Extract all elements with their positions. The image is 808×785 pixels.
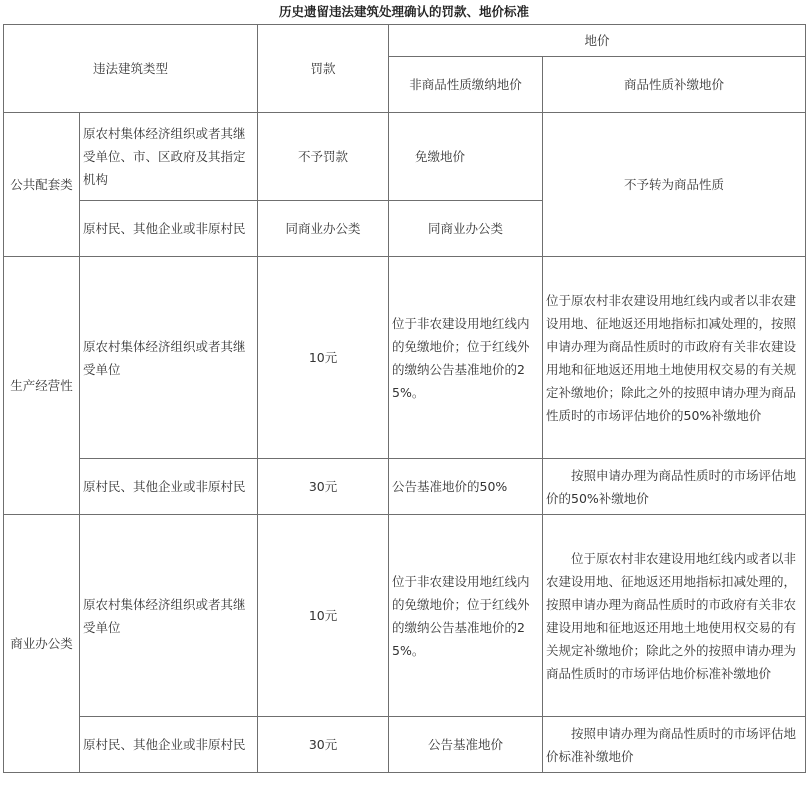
non-commercial-cell: 同商业办公类 xyxy=(389,201,543,257)
commercial-cell: 按照申请办理为商品性质时的市场评估地价标准补缴地价 xyxy=(543,717,806,773)
fine-cell: 10元 xyxy=(258,257,389,459)
non-commercial-cell: 公告基准地价 xyxy=(389,717,543,773)
header-type: 违法建筑类型 xyxy=(4,25,258,113)
commercial-cell: 按照申请办理为商品性质时的市场评估地价的50%补缴地价 xyxy=(543,459,806,515)
fine-cell: 10元 xyxy=(258,515,389,717)
commercial-cell-merged: 不予转为商品性质 xyxy=(543,113,806,257)
commercial-cell: 位于原农村非农建设用地红线内或者以非农建设用地、征地返还用地指标扣减处理的，按照申请办理为商品性质时的市政府有关非农建设用地和征地返还用地土地使用权交易的有关规定补缴地价；除此之外的按照申请办理为商品性质时的市场评估地价标准补缴地价 xyxy=(543,515,806,717)
non-commercial-cell: 位于非农建设用地红线内的免缴地价；位于红线外的缴纳公告基准地价的25%。 xyxy=(389,257,543,459)
header-fine: 罚款 xyxy=(258,25,389,113)
fine-cell: 30元 xyxy=(258,459,389,515)
group-name-production: 生产经营性 xyxy=(4,257,80,515)
non-commercial-cell: 位于非农建设用地红线内的免缴地价；位于红线外的缴纳公告基准地价的25%。 xyxy=(389,515,543,717)
subject-cell: 原村民、其他企业或非原村民 xyxy=(80,201,258,257)
commercial-cell: 位于原农村非农建设用地红线内或者以非农建设用地、征地返还用地指标扣减处理的，按照申请办理为商品性质时的市政府有关非农建设用地和征地返还用地土地使用权交易的有关规定补缴地价；除此之外的按照申请办理为商品性质时的市场评估地价的50%补缴地价 xyxy=(543,257,806,459)
table-title: 历史遗留违法建筑处理确认的罚款、地价标准 xyxy=(278,4,529,19)
subject-cell: 原村民、其他企业或非原村民 xyxy=(80,717,258,773)
fine-cell: 同商业办公类 xyxy=(258,201,389,257)
fine-cell: 不予罚款 xyxy=(258,113,389,201)
header-land-price: 地价 xyxy=(389,25,806,57)
non-commercial-cell: 免缴地价 xyxy=(389,113,543,201)
subject-cell: 原村民、其他企业或非原村民 xyxy=(80,459,258,515)
header-non-commercial: 非商品性质缴纳地价 xyxy=(389,57,543,113)
subject-cell: 原农村集体经济组织或者其继受单位 xyxy=(80,257,258,459)
non-commercial-cell: 公告基准地价的50% xyxy=(389,459,543,515)
group-name-commercial-office: 商业办公类 xyxy=(4,515,80,773)
group-name-public: 公共配套类 xyxy=(4,113,80,257)
header-commercial: 商品性质补缴地价 xyxy=(543,57,806,113)
subject-cell: 原农村集体经济组织或者其继受单位、市、区政府及其指定机构 xyxy=(80,113,258,201)
subject-cell: 原农村集体经济组织或者其继受单位 xyxy=(80,515,258,717)
fine-land-price-table xyxy=(3,24,806,773)
fine-cell: 30元 xyxy=(258,717,389,773)
